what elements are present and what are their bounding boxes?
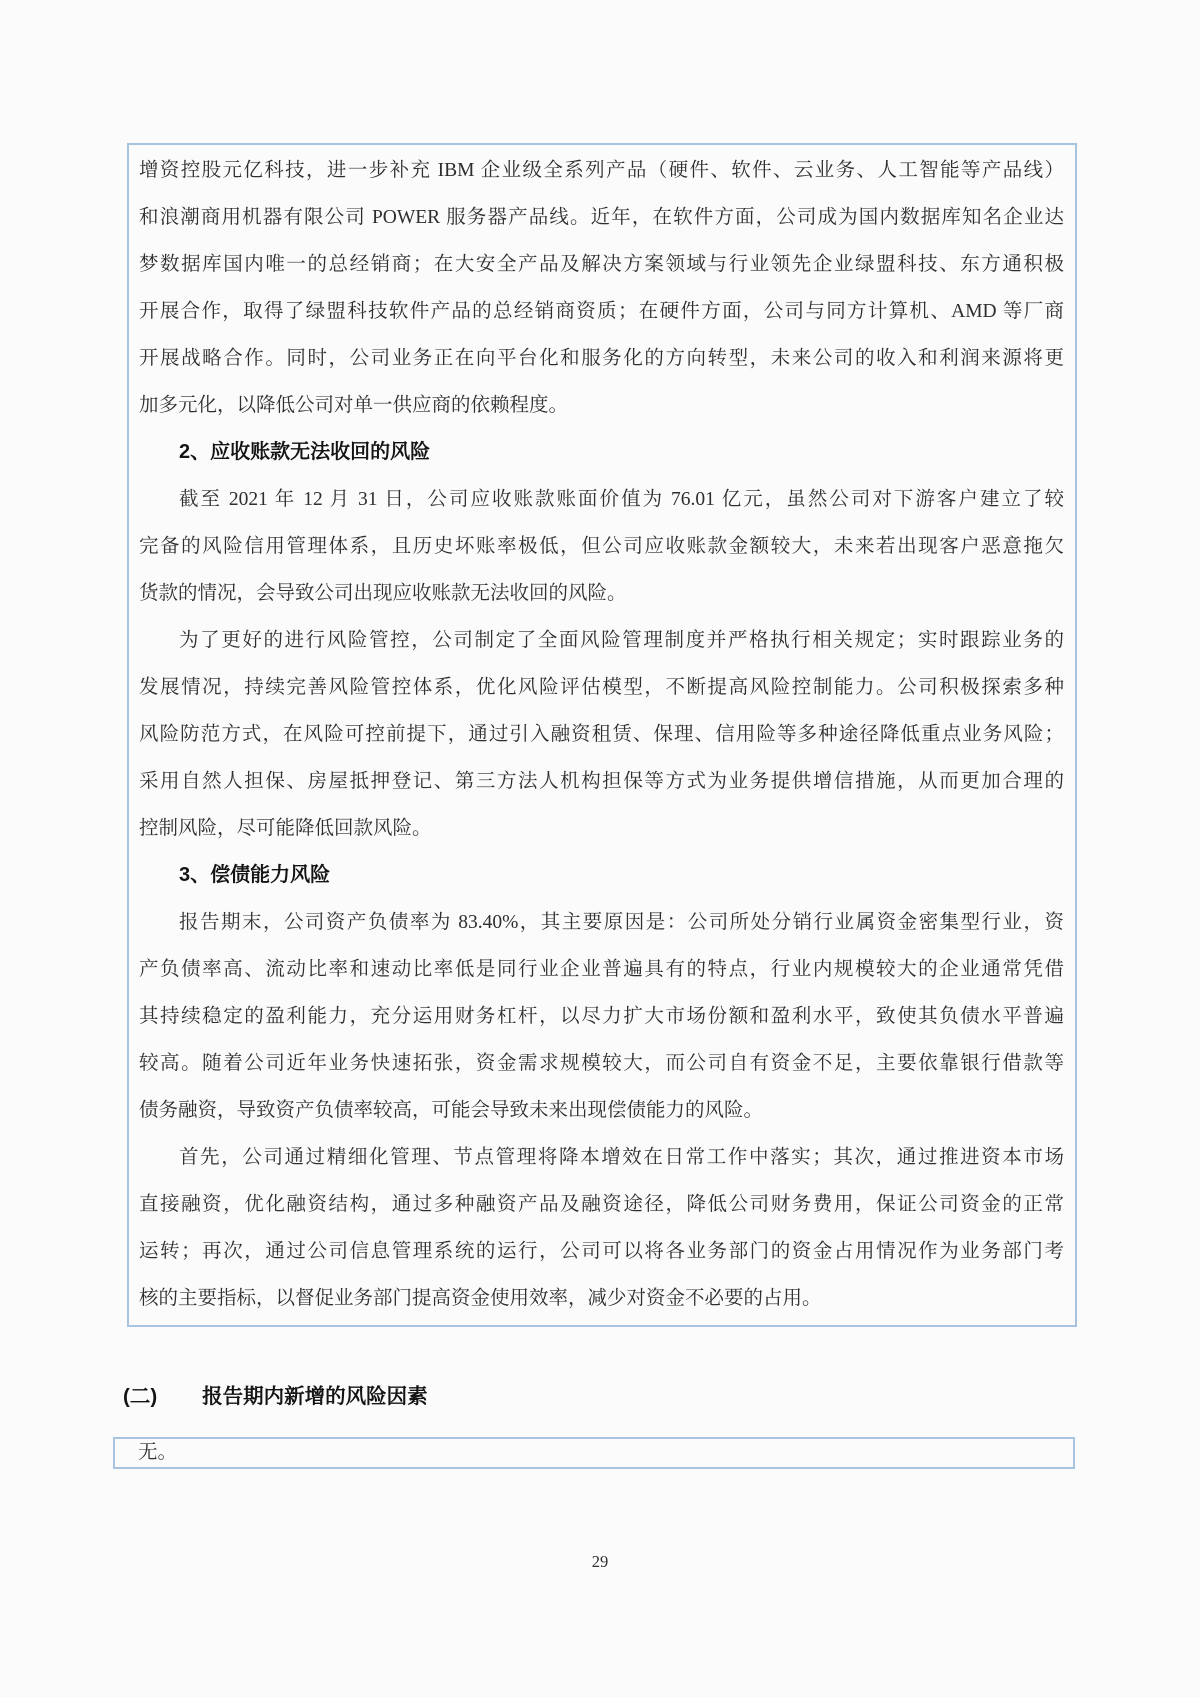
text-line: 直接融资，优化融资结构，通过多种融资产品及融资途径，降低公司财务费用，保证公司资金的正常 bbox=[139, 1194, 1064, 1215]
section-heading bbox=[123, 1377, 428, 1417]
text-line: 债务融资，导致资产负债率较高，可能会导致未来出现偿债能力的风险。 bbox=[139, 1100, 764, 1121]
no-new-risks-box bbox=[113, 1437, 1075, 1469]
text-line: 开展合作，取得了绿盟科技软件产品的总经销商资质；在硬件方面，公司与同方计算机、AMD 等厂商 bbox=[139, 301, 1064, 322]
text-line: 首先，公司通过精细化管理、节点管理将降本增效在日常工作中落实；其次，通过推进资本市场 bbox=[179, 1147, 1064, 1168]
text-line: 增资控股元亿科技，进一步补充 IBM 企业级全系列产品（硬件、软件、云业务、人工智能等产品线） bbox=[139, 160, 1064, 181]
risk-factors-text-box bbox=[127, 143, 1077, 1327]
text-line: 报告期末，公司资产负债率为 83.40%，其主要原因是：公司所处分销行业属资金密集型行业，资 bbox=[179, 912, 1064, 933]
text-line: 产负债率高、流动比率和速动比率低是同行业企业普遍具有的特点，行业内规模较大的企业通常凭借 bbox=[139, 959, 1064, 980]
text-line: 采用自然人担保、房屋抵押登记、第三方法人机构担保等方式为业务提供增信措施，从而更加合理的 bbox=[139, 771, 1064, 792]
subsection-heading: 3、偿债能力风险 bbox=[179, 864, 331, 886]
section-title: 报告期内新增的风险因素 bbox=[202, 1385, 428, 1408]
no-new-risks-text: 无。 bbox=[138, 1442, 178, 1463]
text-line: 和浪潮商用机器有限公司 POWER 服务器产品线。近年，在软件方面，公司成为国内数据库知名企业达 bbox=[139, 207, 1064, 228]
section-number: (二) bbox=[123, 1385, 158, 1408]
page-number: 29 bbox=[591, 1552, 609, 1571]
text-line: 为了更好的进行风险管控，公司制定了全面风险管理制度并严格执行相关规定；实时跟踪业务的 bbox=[179, 630, 1064, 651]
subsection-heading: 2、应收账款无法收回的风险 bbox=[179, 441, 431, 463]
text-line: 完备的风险信用管理体系，且历史坏账率极低，但公司应收账款金额较大，未来若出现客户恶意拖欠 bbox=[139, 536, 1064, 557]
text-line: 运转；再次，通过公司信息管理系统的运行，公司可以将各业务部门的资金占用情况作为业务部门考 bbox=[139, 1241, 1064, 1262]
text-line: 截至 2021 年 12 月 31 日，公司应收账款账面价值为 76.01 亿元，虽然公司对下游客户建立了较 bbox=[179, 489, 1064, 510]
text-line: 梦数据库国内唯一的总经销商；在大安全产品及解决方案领域与行业领先企业绿盟科技、东方通积极 bbox=[139, 254, 1064, 275]
text-line: 控制风险，尽可能降低回款风险。 bbox=[139, 818, 432, 839]
text-line: 风险防范方式，在风险可控前提下，通过引入融资租赁、保理、信用险等多种途径降低重点业务风险； bbox=[139, 724, 1064, 745]
text-line: 货款的情况，会导致公司出现应收账款无法收回的风险。 bbox=[139, 583, 627, 604]
text-line: 加多元化，以降低公司对单一供应商的依赖程度。 bbox=[139, 395, 569, 416]
text-line: 其持续稳定的盈利能力，充分运用财务杠杆，以尽力扩大市场份额和盈利水平，致使其负债水平普遍 bbox=[139, 1006, 1064, 1027]
text-line: 较高。随着公司近年业务快速拓张，资金需求规模较大，而公司自有资金不足，主要依靠银行借款等 bbox=[139, 1053, 1064, 1074]
text-line: 核的主要指标，以督促业务部门提高资金使用效率，减少对资金不必要的占用。 bbox=[139, 1288, 822, 1309]
text-line: 开展战略合作。同时，公司业务正在向平台化和服务化的方向转型，未来公司的收入和利润来源将更 bbox=[139, 348, 1064, 369]
text-line: 发展情况，持续完善风险管控体系，优化风险评估模型，不断提高风险控制能力。公司积极探索多种 bbox=[139, 677, 1064, 698]
